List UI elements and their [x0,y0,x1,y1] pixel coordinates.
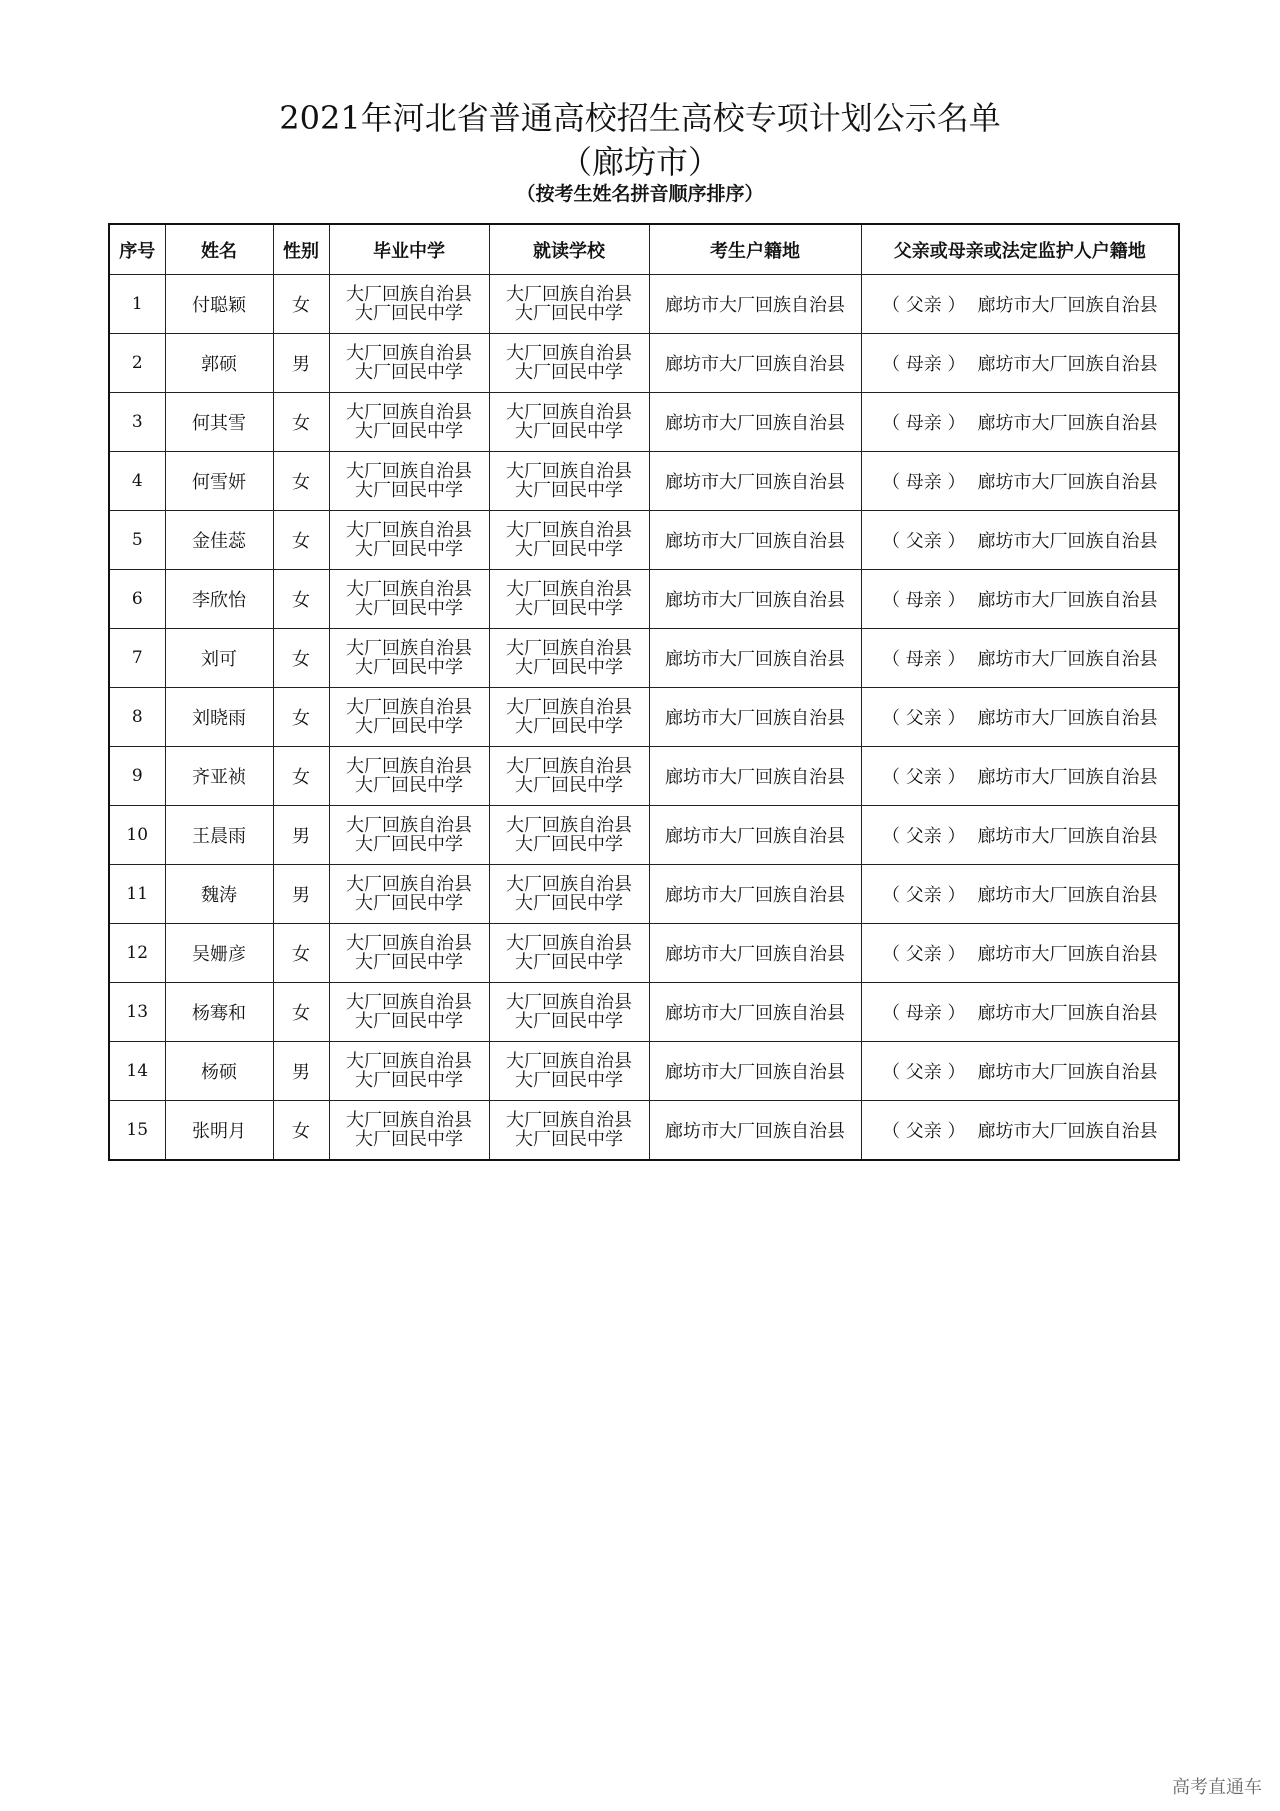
cell-name: 魏涛 [165,865,273,924]
parent-relation: （ 父亲 ） [882,531,966,552]
cell-current-school [489,688,649,747]
cell-grad-school [329,334,489,393]
cell-gender: 女 [273,393,329,452]
cell-household: 廊坊市大厂回族自治县 [649,688,861,747]
parent-relation: （ 父亲 ） [882,708,966,729]
cell-name: 齐亚祯 [165,747,273,806]
cell-gender: 男 [273,334,329,393]
grad-school-county: 大厂回族自治县 [346,697,472,718]
cell-no: 13 [109,983,165,1042]
current-school-county: 大厂回族自治县 [506,579,632,600]
cell-gender: 女 [273,983,329,1042]
cell-name: 付聪颖 [165,275,273,334]
grad-school-name: 大厂回民中学 [355,598,463,619]
table-row [109,865,1179,924]
cell-current-school [489,629,649,688]
current-school-name: 大厂回民中学 [515,539,623,560]
cell-name: 何雪妍 [165,452,273,511]
cell-parent-household [861,452,1179,511]
cell-gender: 女 [273,570,329,629]
grad-school-name: 大厂回民中学 [355,952,463,973]
cell-grad-school [329,688,489,747]
col-header-no: 序号 [109,224,165,275]
table-row [109,570,1179,629]
grad-school-county: 大厂回族自治县 [346,402,472,423]
current-school-name: 大厂回民中学 [515,421,623,442]
current-school-county: 大厂回族自治县 [506,756,632,777]
cell-gender: 女 [273,924,329,983]
cell-current-school [489,452,649,511]
watermark: 高考直通车 [1172,1777,1262,1798]
cell-name: 金佳蕊 [165,511,273,570]
cell-gender: 女 [273,452,329,511]
table-row [109,334,1179,393]
cell-gender: 女 [273,629,329,688]
table-row [109,452,1179,511]
table-row [109,511,1179,570]
col-header-household: 考生户籍地 [649,224,861,275]
cell-name: 郭硕 [165,334,273,393]
current-school-county: 大厂回族自治县 [506,343,632,364]
cell-household: 廊坊市大厂回族自治县 [649,806,861,865]
cell-parent-household [861,1042,1179,1101]
cell-parent-household [861,806,1179,865]
cell-household: 廊坊市大厂回族自治县 [649,511,861,570]
cell-no: 10 [109,806,165,865]
cell-parent-household [861,511,1179,570]
table-row [109,806,1179,865]
cell-no: 6 [109,570,165,629]
cell-current-school [489,393,649,452]
current-school-name: 大厂回民中学 [515,952,623,973]
cell-gender: 女 [273,747,329,806]
cell-name: 吴姗彦 [165,924,273,983]
cell-current-school [489,806,649,865]
grad-school-county: 大厂回族自治县 [346,461,472,482]
current-school-county: 大厂回族自治县 [506,284,632,305]
current-school-county: 大厂回族自治县 [506,402,632,423]
grad-school-county: 大厂回族自治县 [346,1110,472,1131]
parent-relation: （ 父亲 ） [882,295,966,316]
cell-grad-school [329,393,489,452]
table-row [109,747,1179,806]
parent-place: 廊坊市大厂回族自治县 [977,885,1158,906]
cell-parent-household [861,570,1179,629]
cell-no: 14 [109,1042,165,1101]
admission-list-table [108,223,1180,1161]
cell-current-school [489,1042,649,1101]
parent-relation: （ 母亲 ） [882,590,966,611]
parent-place: 廊坊市大厂回族自治县 [977,1121,1158,1142]
parent-relation: （ 母亲 ） [882,413,966,434]
cell-no: 9 [109,747,165,806]
cell-grad-school [329,275,489,334]
grad-school-name: 大厂回民中学 [355,834,463,855]
grad-school-county: 大厂回族自治县 [346,284,472,305]
table-row [109,275,1179,334]
parent-place: 廊坊市大厂回族自治县 [977,590,1158,611]
current-school-name: 大厂回民中学 [515,716,623,737]
col-header-current-school: 就读学校 [489,224,649,275]
cell-no: 12 [109,924,165,983]
page-title: 2021年河北省普通高校招生高校专项计划公示名单 [279,99,1001,137]
current-school-name: 大厂回民中学 [515,303,623,324]
cell-household: 廊坊市大厂回族自治县 [649,452,861,511]
grad-school-county: 大厂回族自治县 [346,933,472,954]
cell-parent-household [861,1101,1179,1161]
table-header-row [109,224,1179,275]
cell-no: 5 [109,511,165,570]
cell-grad-school [329,806,489,865]
grad-school-county: 大厂回族自治县 [346,756,472,777]
table-row [109,688,1179,747]
current-school-name: 大厂回民中学 [515,1070,623,1091]
cell-no: 11 [109,865,165,924]
parent-place: 廊坊市大厂回族自治县 [977,295,1158,316]
cell-parent-household [861,334,1179,393]
current-school-county: 大厂回族自治县 [506,992,632,1013]
parent-place: 廊坊市大厂回族自治县 [977,708,1158,729]
current-school-county: 大厂回族自治县 [506,461,632,482]
cell-household: 廊坊市大厂回族自治县 [649,1042,861,1101]
cell-parent-household [861,275,1179,334]
cell-household: 廊坊市大厂回族自治县 [649,983,861,1042]
current-school-name: 大厂回民中学 [515,480,623,501]
current-school-county: 大厂回族自治县 [506,933,632,954]
table-row [109,924,1179,983]
grad-school-name: 大厂回民中学 [355,893,463,914]
parent-relation: （ 父亲 ） [882,1062,966,1083]
cell-gender: 男 [273,1042,329,1101]
cell-gender: 女 [273,688,329,747]
cell-no: 2 [109,334,165,393]
parent-relation: （ 母亲 ） [882,1003,966,1024]
grad-school-county: 大厂回族自治县 [346,815,472,836]
parent-place: 廊坊市大厂回族自治县 [977,1003,1158,1024]
cell-grad-school [329,1042,489,1101]
cell-parent-household [861,865,1179,924]
cell-current-school [489,334,649,393]
cell-grad-school [329,629,489,688]
page-subtitle: （廊坊市） [559,143,720,181]
table-row [109,629,1179,688]
parent-place: 廊坊市大厂回族自治县 [977,944,1158,965]
parent-place: 廊坊市大厂回族自治县 [977,413,1158,434]
cell-name: 刘晓雨 [165,688,273,747]
parent-place: 廊坊市大厂回族自治县 [977,826,1158,847]
table-row [109,1042,1179,1101]
current-school-name: 大厂回民中学 [515,598,623,619]
table-row [109,1101,1179,1161]
cell-current-school [489,865,649,924]
cell-no: 8 [109,688,165,747]
current-school-county: 大厂回族自治县 [506,1110,632,1131]
cell-current-school [489,747,649,806]
cell-household: 廊坊市大厂回族自治县 [649,275,861,334]
current-school-name: 大厂回民中学 [515,775,623,796]
cell-current-school [489,511,649,570]
col-header-name: 姓名 [165,224,273,275]
col-header-gender: 性别 [273,224,329,275]
cell-grad-school [329,983,489,1042]
cell-no: 3 [109,393,165,452]
cell-grad-school [329,747,489,806]
current-school-name: 大厂回民中学 [515,1129,623,1150]
grad-school-name: 大厂回民中学 [355,1070,463,1091]
grad-school-name: 大厂回民中学 [355,421,463,442]
cell-gender: 男 [273,806,329,865]
cell-name: 王晨雨 [165,806,273,865]
cell-name: 杨骞和 [165,983,273,1042]
grad-school-name: 大厂回民中学 [355,716,463,737]
current-school-county: 大厂回族自治县 [506,638,632,659]
parent-relation: （ 父亲 ） [882,885,966,906]
cell-grad-school [329,511,489,570]
cell-no: 15 [109,1101,165,1161]
cell-parent-household [861,747,1179,806]
cell-grad-school [329,452,489,511]
parent-place: 廊坊市大厂回族自治县 [977,1062,1158,1083]
col-header-grad-school: 毕业中学 [329,224,489,275]
parent-place: 廊坊市大厂回族自治县 [977,767,1158,788]
grad-school-county: 大厂回族自治县 [346,638,472,659]
cell-grad-school [329,570,489,629]
cell-name: 杨硕 [165,1042,273,1101]
cell-name: 李欣怡 [165,570,273,629]
parent-relation: （ 父亲 ） [882,1121,966,1142]
cell-current-school [489,983,649,1042]
cell-household: 廊坊市大厂回族自治县 [649,629,861,688]
cell-current-school [489,275,649,334]
current-school-county: 大厂回族自治县 [506,874,632,895]
grad-school-name: 大厂回民中学 [355,362,463,383]
cell-parent-household [861,629,1179,688]
parent-relation: （ 父亲 ） [882,826,966,847]
grad-school-county: 大厂回族自治县 [346,992,472,1013]
cell-no: 1 [109,275,165,334]
cell-household: 廊坊市大厂回族自治县 [649,393,861,452]
table-row [109,393,1179,452]
sort-note: （按考生姓名拼音顺序排序） [516,183,764,205]
parent-relation: （ 母亲 ） [882,354,966,375]
grad-school-name: 大厂回民中学 [355,303,463,324]
parent-place: 廊坊市大厂回族自治县 [977,649,1158,670]
cell-current-school [489,924,649,983]
parent-place: 廊坊市大厂回族自治县 [977,472,1158,493]
cell-name: 刘可 [165,629,273,688]
current-school-county: 大厂回族自治县 [506,815,632,836]
cell-parent-household [861,983,1179,1042]
cell-household: 廊坊市大厂回族自治县 [649,1101,861,1161]
current-school-name: 大厂回民中学 [515,893,623,914]
cell-household: 廊坊市大厂回族自治县 [649,334,861,393]
current-school-name: 大厂回民中学 [515,1011,623,1032]
cell-gender: 男 [273,865,329,924]
parent-relation: （ 父亲 ） [882,944,966,965]
current-school-county: 大厂回族自治县 [506,1051,632,1072]
parent-place: 廊坊市大厂回族自治县 [977,354,1158,375]
parent-relation: （ 父亲 ） [882,767,966,788]
cell-household: 廊坊市大厂回族自治县 [649,865,861,924]
grad-school-name: 大厂回民中学 [355,1129,463,1150]
grad-school-county: 大厂回族自治县 [346,579,472,600]
grad-school-name: 大厂回民中学 [355,1011,463,1032]
cell-name: 何其雪 [165,393,273,452]
grad-school-name: 大厂回民中学 [355,539,463,560]
table-row [109,983,1179,1042]
current-school-county: 大厂回族自治县 [506,520,632,541]
parent-relation: （ 母亲 ） [882,472,966,493]
cell-no: 7 [109,629,165,688]
current-school-county: 大厂回族自治县 [506,697,632,718]
grad-school-name: 大厂回民中学 [355,480,463,501]
cell-grad-school [329,865,489,924]
current-school-name: 大厂回民中学 [515,834,623,855]
grad-school-county: 大厂回族自治县 [346,874,472,895]
grad-school-county: 大厂回族自治县 [346,343,472,364]
cell-grad-school [329,1101,489,1161]
grad-school-county: 大厂回族自治县 [346,520,472,541]
cell-parent-household [861,924,1179,983]
cell-current-school [489,1101,649,1161]
cell-grad-school [329,924,489,983]
grad-school-name: 大厂回民中学 [355,657,463,678]
current-school-name: 大厂回民中学 [515,362,623,383]
col-header-parent-household: 父亲或母亲或法定监护人户籍地 [861,224,1179,275]
cell-gender: 女 [273,1101,329,1161]
cell-gender: 女 [273,511,329,570]
cell-current-school [489,570,649,629]
cell-household: 廊坊市大厂回族自治县 [649,570,861,629]
cell-household: 廊坊市大厂回族自治县 [649,747,861,806]
cell-parent-household [861,688,1179,747]
grad-school-name: 大厂回民中学 [355,775,463,796]
cell-name: 张明月 [165,1101,273,1161]
cell-gender: 女 [273,275,329,334]
grad-school-county: 大厂回族自治县 [346,1051,472,1072]
cell-parent-household [861,393,1179,452]
cell-no: 4 [109,452,165,511]
parent-relation: （ 母亲 ） [882,649,966,670]
parent-place: 廊坊市大厂回族自治县 [977,531,1158,552]
current-school-name: 大厂回民中学 [515,657,623,678]
cell-household: 廊坊市大厂回族自治县 [649,924,861,983]
